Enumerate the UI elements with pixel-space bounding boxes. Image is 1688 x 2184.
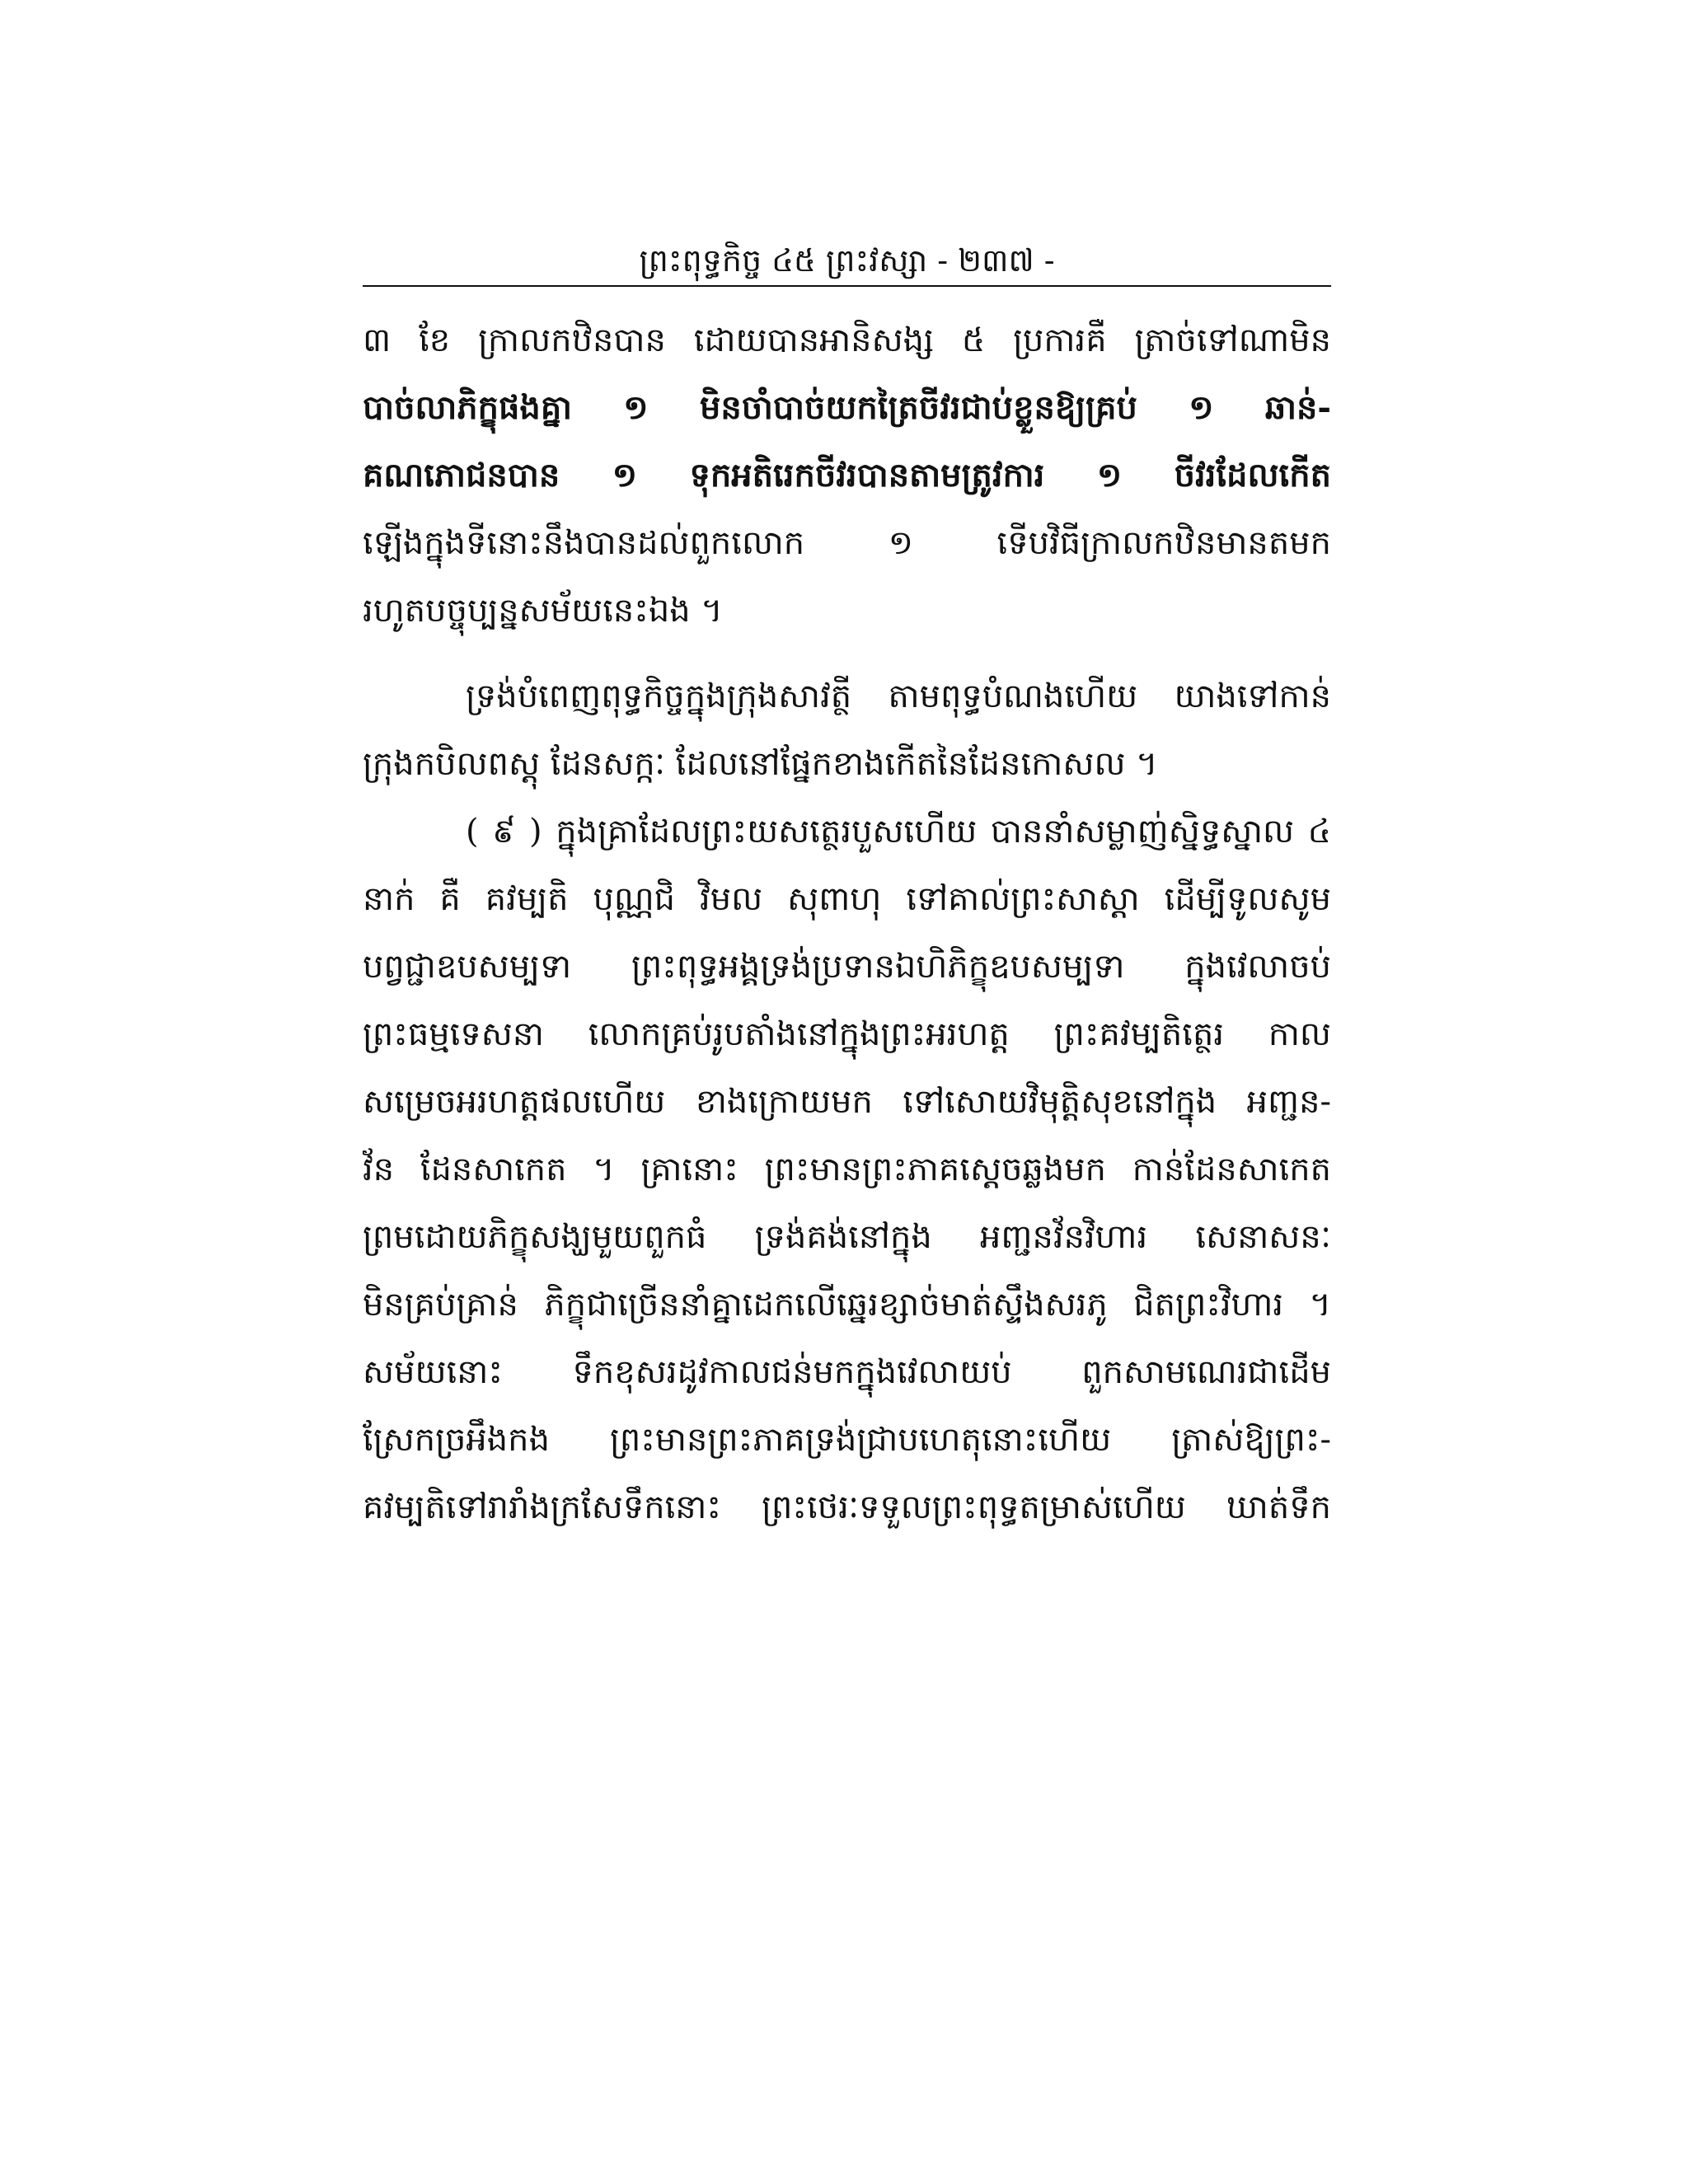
text-line: ៣ ខែ ក្រាលកឋិនបាន ដោយបានអានិសង្ស ៥ ប្រការគឺ ត្រាច់ទៅណាមិន <box>363 321 1331 359</box>
text-line: នាក់ គឺ គវម្បតិ បុណ្ណជិ វិមល សុពាហុ ទៅគាល់ព្រះសាស្តា ដើម្បីទូលសូម <box>363 880 1331 918</box>
text-line: គវម្បតិទៅរារាំងក្រសែទឹកនោះ ព្រះថេរៈទទួលព្រះពុទ្ធតម្រាស់ហើយ ឃាត់ទឹក <box>363 1488 1331 1526</box>
text-line: ព្រះធម្មទេសនា លោកគ្រប់រូបតាំងនៅក្នុងព្រះអរហត្ត ព្រះគវម្បតិត្ថេរ កាល <box>363 1015 1331 1053</box>
text-line: វ័ន ដែនសាកេត ។ គ្រានោះ ព្រះមានព្រះភាគស្តេចឆ្លងមក កាន់ដែនសាកេត <box>363 1151 1331 1188</box>
header-rule <box>363 285 1331 287</box>
running-head: ព្រះពុទ្ធកិច្ច ៤៥ ព្រះវស្សា - ២៣៧ - <box>639 242 1055 279</box>
text-line: បាច់លាភិក្ខុផងគ្នា ១ មិនចាំបាច់យកត្រៃចីវរជាប់ខ្លួនឱ្យគ្រប់ ១ ឆាន់- <box>363 388 1331 427</box>
text-line: ឡើងក្នុងទីនោះនឹងបានដល់ពួកលោក ១ ទើបវិធីក្រាលកឋិនមានតមក <box>363 524 1331 562</box>
text-line: ( ៩ ) ក្នុងគ្រាដែលព្រះយសត្ថេរបួសហើយ បាននាំសម្លាញ់ស្និទ្ធស្នាល ៤ <box>466 813 1331 851</box>
text-line: សម្រេចអរហត្តផលហើយ ខាងក្រោយមក ទៅសោយវិមុត្តិសុខនៅក្នុង អញ្ជន- <box>363 1083 1331 1121</box>
text-line: រហូតបច្ចុប្បន្នសម័យនេះឯង ។ <box>363 592 723 630</box>
text-line: ស្រែកច្រអឹងកង ព្រះមានព្រះភាគទ្រង់ជ្រាបហេតុនោះហើយ ត្រាស់ឱ្យព្រះ- <box>363 1421 1331 1459</box>
text-line: បព្វជ្ជាឧបសម្បទា ព្រះពុទ្ធអង្គទ្រង់ប្រទានឯហិភិក្ខុឧបសម្បទា ក្នុងវេលាចប់ <box>363 948 1331 986</box>
text-line: ក្រុងកបិលពស្តុ ដែនសក្កៈ ដែលនៅផ្នែកខាងកើតនៃដែនកោសល ។ <box>363 745 1158 783</box>
text-line: ទ្រង់បំពេញពុទ្ធកិច្ចក្នុងក្រុងសាវត្ថី តាមពុទ្ធបំណងហើយ យាងទៅកាន់ <box>466 677 1331 715</box>
body-text <box>363 307 1331 1541</box>
text-line: គណភោជនបាន ១ ទុកអតិរេកចីវរបានតាមត្រូវការ ១ ចីវរដែលកើត <box>363 456 1331 494</box>
text-line: មិនគ្រប់គ្រាន់ ភិក្ខុជាច្រើននាំគ្នាដេកលើឆ្នេរខ្សាច់មាត់ស្ទឹងសរភូ ជិតព្រះវិហារ ។ <box>363 1286 1331 1324</box>
text-line: សម័យនោះ ទឹកខុសរដូវកាលជន់មកក្នុងវេលាយប់ ពួកសាមណេរជាដើម <box>363 1353 1331 1391</box>
text-line: ព្រមដោយភិក្ខុសង្ឃមួយពួកធំ ទ្រង់គង់នៅក្នុង អញ្ជនវ័នវិហារ សេនាសនៈ <box>363 1218 1331 1256</box>
